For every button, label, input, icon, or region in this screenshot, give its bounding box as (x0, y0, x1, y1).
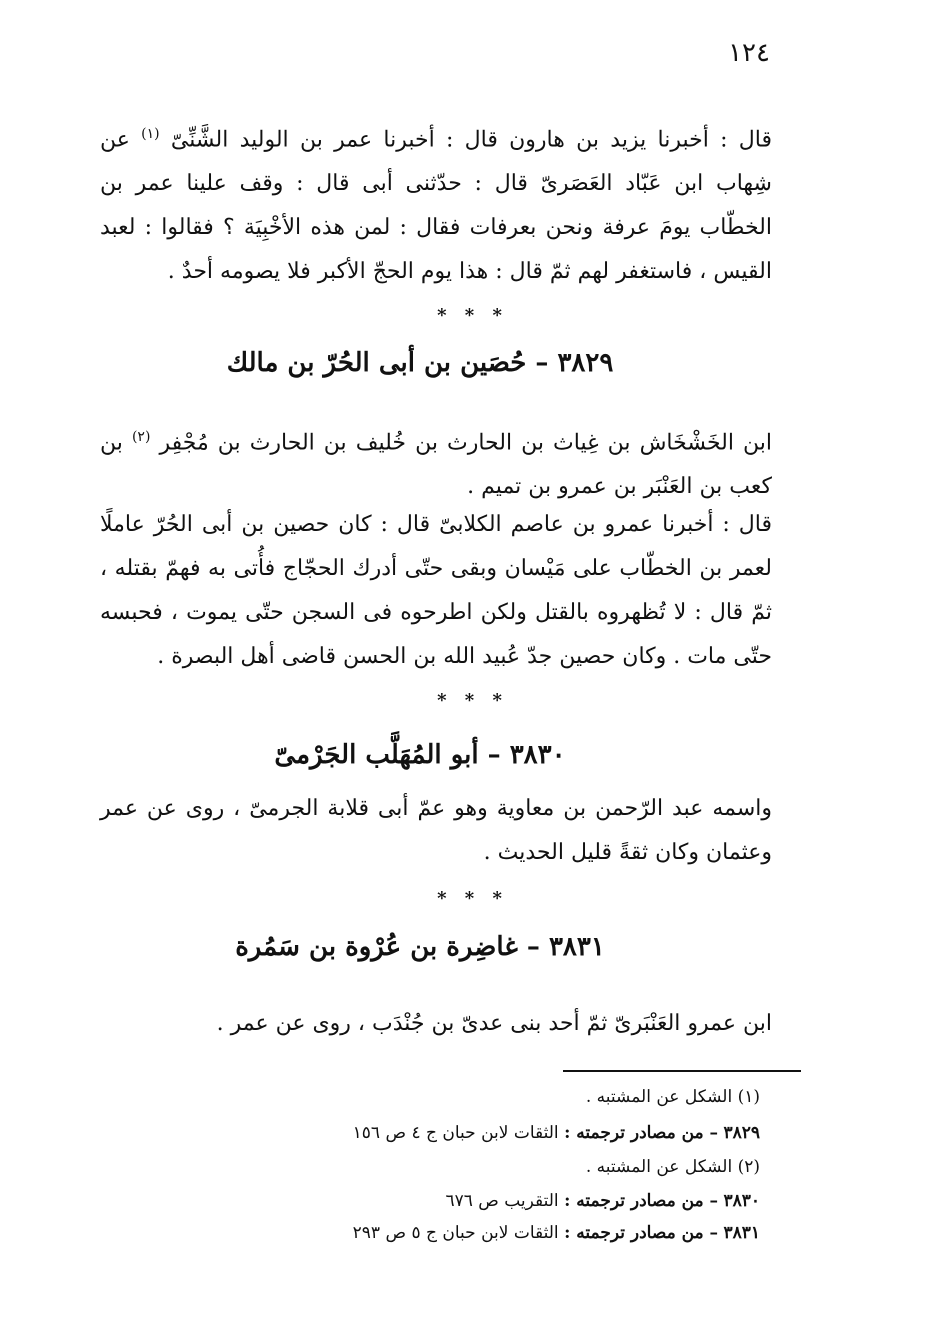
entry-heading-3829: ٣٨٢٩ – حُصَين بن أبى الحُرّ بن مالك (226, 348, 614, 378)
footnote-source-3830-text: التقريب ص ٦٧٦ (445, 1191, 559, 1211)
page-number: ١٢٤ (728, 38, 770, 68)
intro-paragraph (100, 112, 772, 294)
footnote-source-3830-num: ٣٨٣٠ (723, 1191, 760, 1211)
footnote-source-3831-head: – من مصادر ترجمته : (564, 1223, 719, 1243)
intro-text-a: قال : أخبرنا يزيد بن هارون قال : أخبرنا عمر بن الوليد الشَّنِّىّ (170, 127, 772, 153)
entry-3829-lineage-a: ابن الخَشْخَاش بن غِياث بن الحارث بن خُليف بن الحارث بن مُجْفِر (159, 430, 773, 456)
footnote-1 (150, 1082, 760, 1112)
footnote-2-ref: (٢) (737, 1157, 760, 1177)
footnote-rule (563, 1070, 801, 1072)
entry-3830-body: واسمه عبد الرّحمن بن معاوية وهو عمّ أبى قلابة الجرمىّ ، روى عن عمر وعثمان وكان ثقةً قليل الحديث . (100, 796, 772, 865)
footnote-source-3831-num: ٣٨٣١ (723, 1223, 760, 1243)
footnote-2-text: الشكل عن المشتبه . (585, 1157, 733, 1177)
entry-3831-body: ابن عمرو العَنْبَرىّ ثمّ أحد بنى عدىّ بن جُنْدَب ، روى عن عمر . (216, 1011, 772, 1036)
intro-text-b: عن شِهاب ابن عَبّاد العَصَرىّ قال : حدّثنى أبى قال : وقف علينا عمر بن الخطّاب يومَ عرفة ونحن بعرفات فقال : لمن هذه الأخْبِيَة ؟ فقالوا : لعبد القيس ، فاستغفر لهم ثمّ قال : هذا يوم الحجّ الأكبر فلا يصومه أحدٌ . (100, 127, 772, 285)
footnote-source-3829 (150, 1118, 760, 1148)
footnote-source-3829-num: ٣٨٢٩ (723, 1123, 760, 1143)
footnote-source-3831-text: الثقات لابن حبان ج ٥ ص ٢٩٣ (352, 1223, 559, 1243)
separator-1: * * * (437, 305, 508, 326)
footnote-ref-2[interactable]: (٢) (131, 429, 151, 445)
footnote-ref-1[interactable]: (١) (141, 126, 160, 142)
footnote-source-3829-head: – من مصادر ترجمته : (564, 1123, 719, 1143)
footnote-source-3830-head: – من مصادر ترجمته : (564, 1191, 719, 1211)
footnote-2 (150, 1152, 760, 1182)
entry-heading-3831: ٣٨٣١ – غاضِرة بن عُرْوة بن سَمُرة (235, 932, 605, 962)
separator-2: * * * (437, 690, 508, 711)
entry-3829-lineage-b: بن كعب بن العَنْبَر بن عمرو بن تميم . (100, 430, 772, 500)
footnote-1-ref: (١) (737, 1087, 760, 1107)
footnote-1-text: الشكل عن المشتبه . (585, 1087, 733, 1107)
entry-3829-lineage (100, 415, 772, 509)
footnote-source-3829-text: الثقات لابن حبان ج ٤ ص ١٥٦ (352, 1123, 559, 1143)
footnote-source-3831 (150, 1218, 760, 1248)
entry-3829-body: قال : أخبرنا عمرو بن عاصم الكلابىّ قال : كان حصين بن أبى الحُرّ عاملًا لعمر بن الخطّاب على مَيْسان وبقى حتّى أدرك الحجّاج فأُتى به فهمّ بقتله ، ثمّ قال : لا تُظهروه بالقتل ولكن اطرحوه فى السجن حتّى يموت ، فحبسه حتّى مات . وكان حصين جدّ عُبيد الله بن الحسن قاضى أهل البصرة . (100, 512, 772, 669)
separator-3: * * * (437, 888, 508, 909)
footnote-source-3830 (150, 1186, 760, 1216)
entry-heading-3830: ٣٨٣٠ – أبو المُهَلَّب الجَرْمىّ (274, 740, 566, 770)
